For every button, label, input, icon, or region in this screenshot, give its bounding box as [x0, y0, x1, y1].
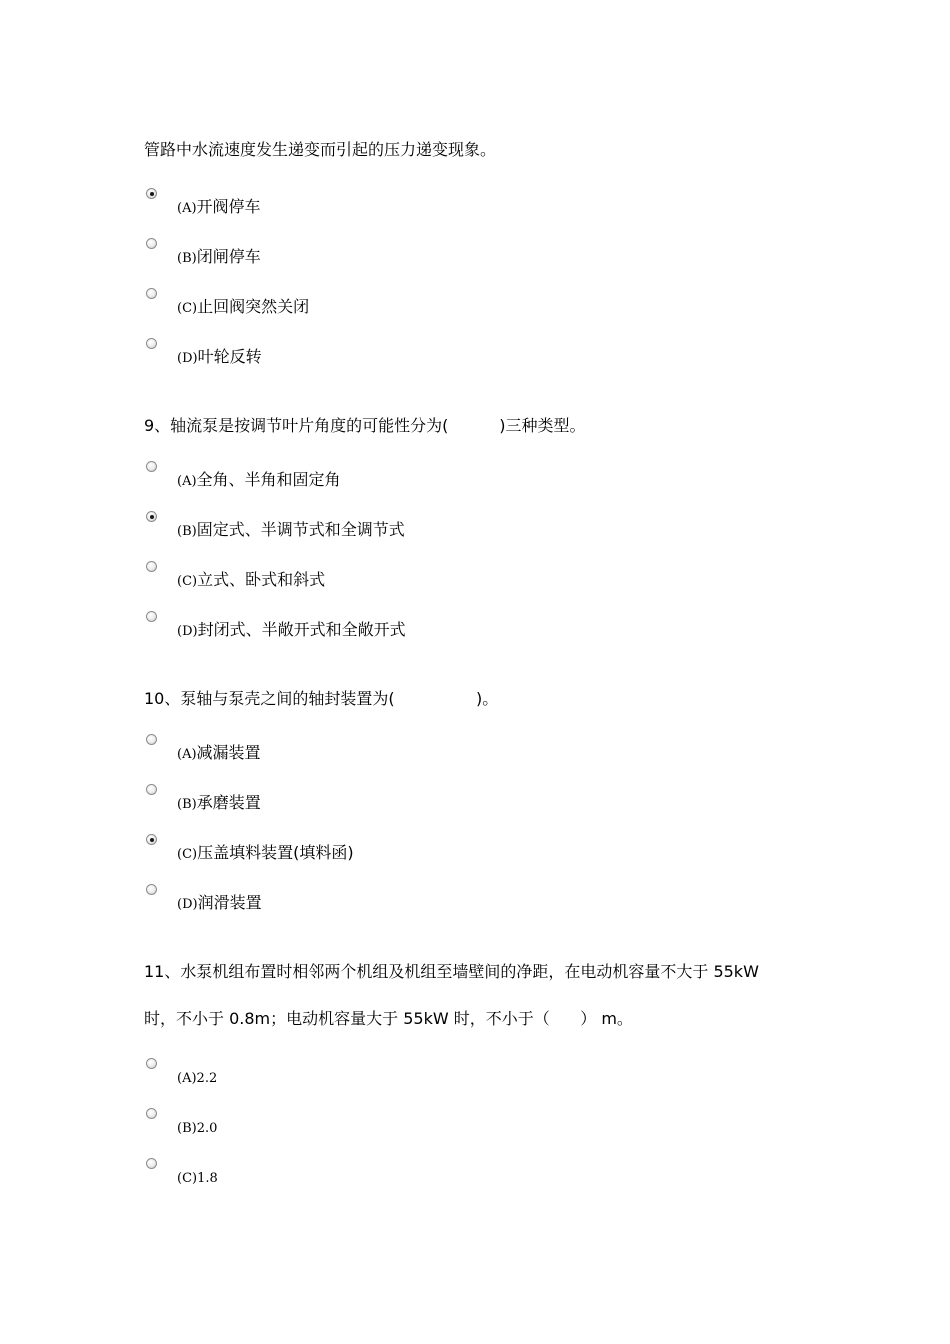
- option-text: 立式、卧式和斜式: [197, 570, 326, 589]
- radio-selected-icon[interactable]: [146, 511, 157, 522]
- option-letter: (C): [177, 1171, 198, 1186]
- radio-icon[interactable]: [146, 884, 157, 895]
- option-d[interactable]: [144, 611, 844, 641]
- option-letter: (B): [177, 797, 197, 812]
- option-c[interactable]: [144, 1158, 844, 1188]
- radio-icon[interactable]: [146, 1108, 157, 1119]
- option-d[interactable]: [144, 338, 844, 368]
- option-text: 闭闸停车: [196, 247, 261, 266]
- radio-selected-icon[interactable]: [146, 188, 157, 199]
- option-letter: (A): [177, 747, 197, 762]
- option-c[interactable]: [144, 834, 844, 864]
- radio-icon[interactable]: [146, 611, 157, 622]
- option-b[interactable]: [144, 511, 844, 541]
- radio-icon[interactable]: [146, 338, 157, 349]
- option-letter: (D): [177, 897, 198, 912]
- option-text: 止回阀突然关闭: [197, 297, 310, 316]
- question-text: 9、轴流泵是按调节叶片角度的可能性分为( )三种类型。: [144, 416, 586, 435]
- option-a[interactable]: [144, 188, 844, 218]
- option-letter: (B): [177, 251, 197, 266]
- option-b[interactable]: [144, 238, 844, 268]
- radio-icon[interactable]: [146, 1058, 157, 1069]
- option-letter: (C): [177, 301, 198, 316]
- option-text: 承磨装置: [196, 793, 261, 812]
- option-text: 叶轮反转: [197, 347, 262, 366]
- question-text: 11、水泵机组布置时相邻两个机组及机组至墙壁间的净距，在电动机容量不大于 55kW: [144, 962, 759, 981]
- option-letter: (D): [177, 624, 198, 639]
- option-text: 压盖填料装置(填料函): [197, 843, 354, 862]
- option-text: 润滑装置: [197, 893, 262, 912]
- question-text: 10、泵轴与泵壳之间的轴封装置为( )。: [144, 689, 499, 708]
- question-text: 管路中水流速度发生递变而引起的压力递变现象。: [144, 140, 497, 159]
- question-text-line-2: 时，不小于 0.8m；电动机容量大于 55kW 时，不小于（ ） m。: [144, 1009, 633, 1028]
- option-text: 2.2: [196, 1071, 218, 1086]
- radio-icon[interactable]: [146, 1158, 157, 1169]
- radio-icon[interactable]: [146, 288, 157, 299]
- option-letter: (C): [177, 574, 198, 589]
- option-text: 减漏装置: [196, 743, 261, 762]
- radio-icon[interactable]: [146, 238, 157, 249]
- radio-icon[interactable]: [146, 784, 157, 795]
- radio-icon[interactable]: [146, 734, 157, 745]
- option-letter: (B): [177, 1121, 197, 1136]
- option-text: 2.0: [196, 1121, 218, 1136]
- option-text: 1.8: [197, 1171, 218, 1186]
- option-letter: (C): [177, 847, 198, 862]
- radio-selected-icon[interactable]: [146, 834, 157, 845]
- option-a[interactable]: [144, 1058, 844, 1088]
- option-text: 全角、半角和固定角: [196, 470, 341, 489]
- option-letter: (A): [177, 201, 197, 216]
- option-a[interactable]: [144, 461, 844, 491]
- option-c[interactable]: [144, 561, 844, 591]
- option-letter: (A): [177, 474, 197, 489]
- option-letter: (D): [177, 351, 198, 366]
- option-b[interactable]: [144, 1108, 844, 1138]
- option-d[interactable]: [144, 884, 844, 914]
- option-text: 封闭式、半敞开式和全敞开式: [197, 620, 406, 639]
- option-letter: (B): [177, 524, 197, 539]
- radio-icon[interactable]: [146, 561, 157, 572]
- option-letter: (A): [177, 1071, 197, 1086]
- radio-icon[interactable]: [146, 461, 157, 472]
- option-text: 固定式、半调节式和全调节式: [196, 520, 405, 539]
- option-text: 开阀停车: [196, 197, 261, 216]
- option-c[interactable]: [144, 288, 844, 318]
- option-a[interactable]: [144, 734, 844, 764]
- option-b[interactable]: [144, 784, 844, 814]
